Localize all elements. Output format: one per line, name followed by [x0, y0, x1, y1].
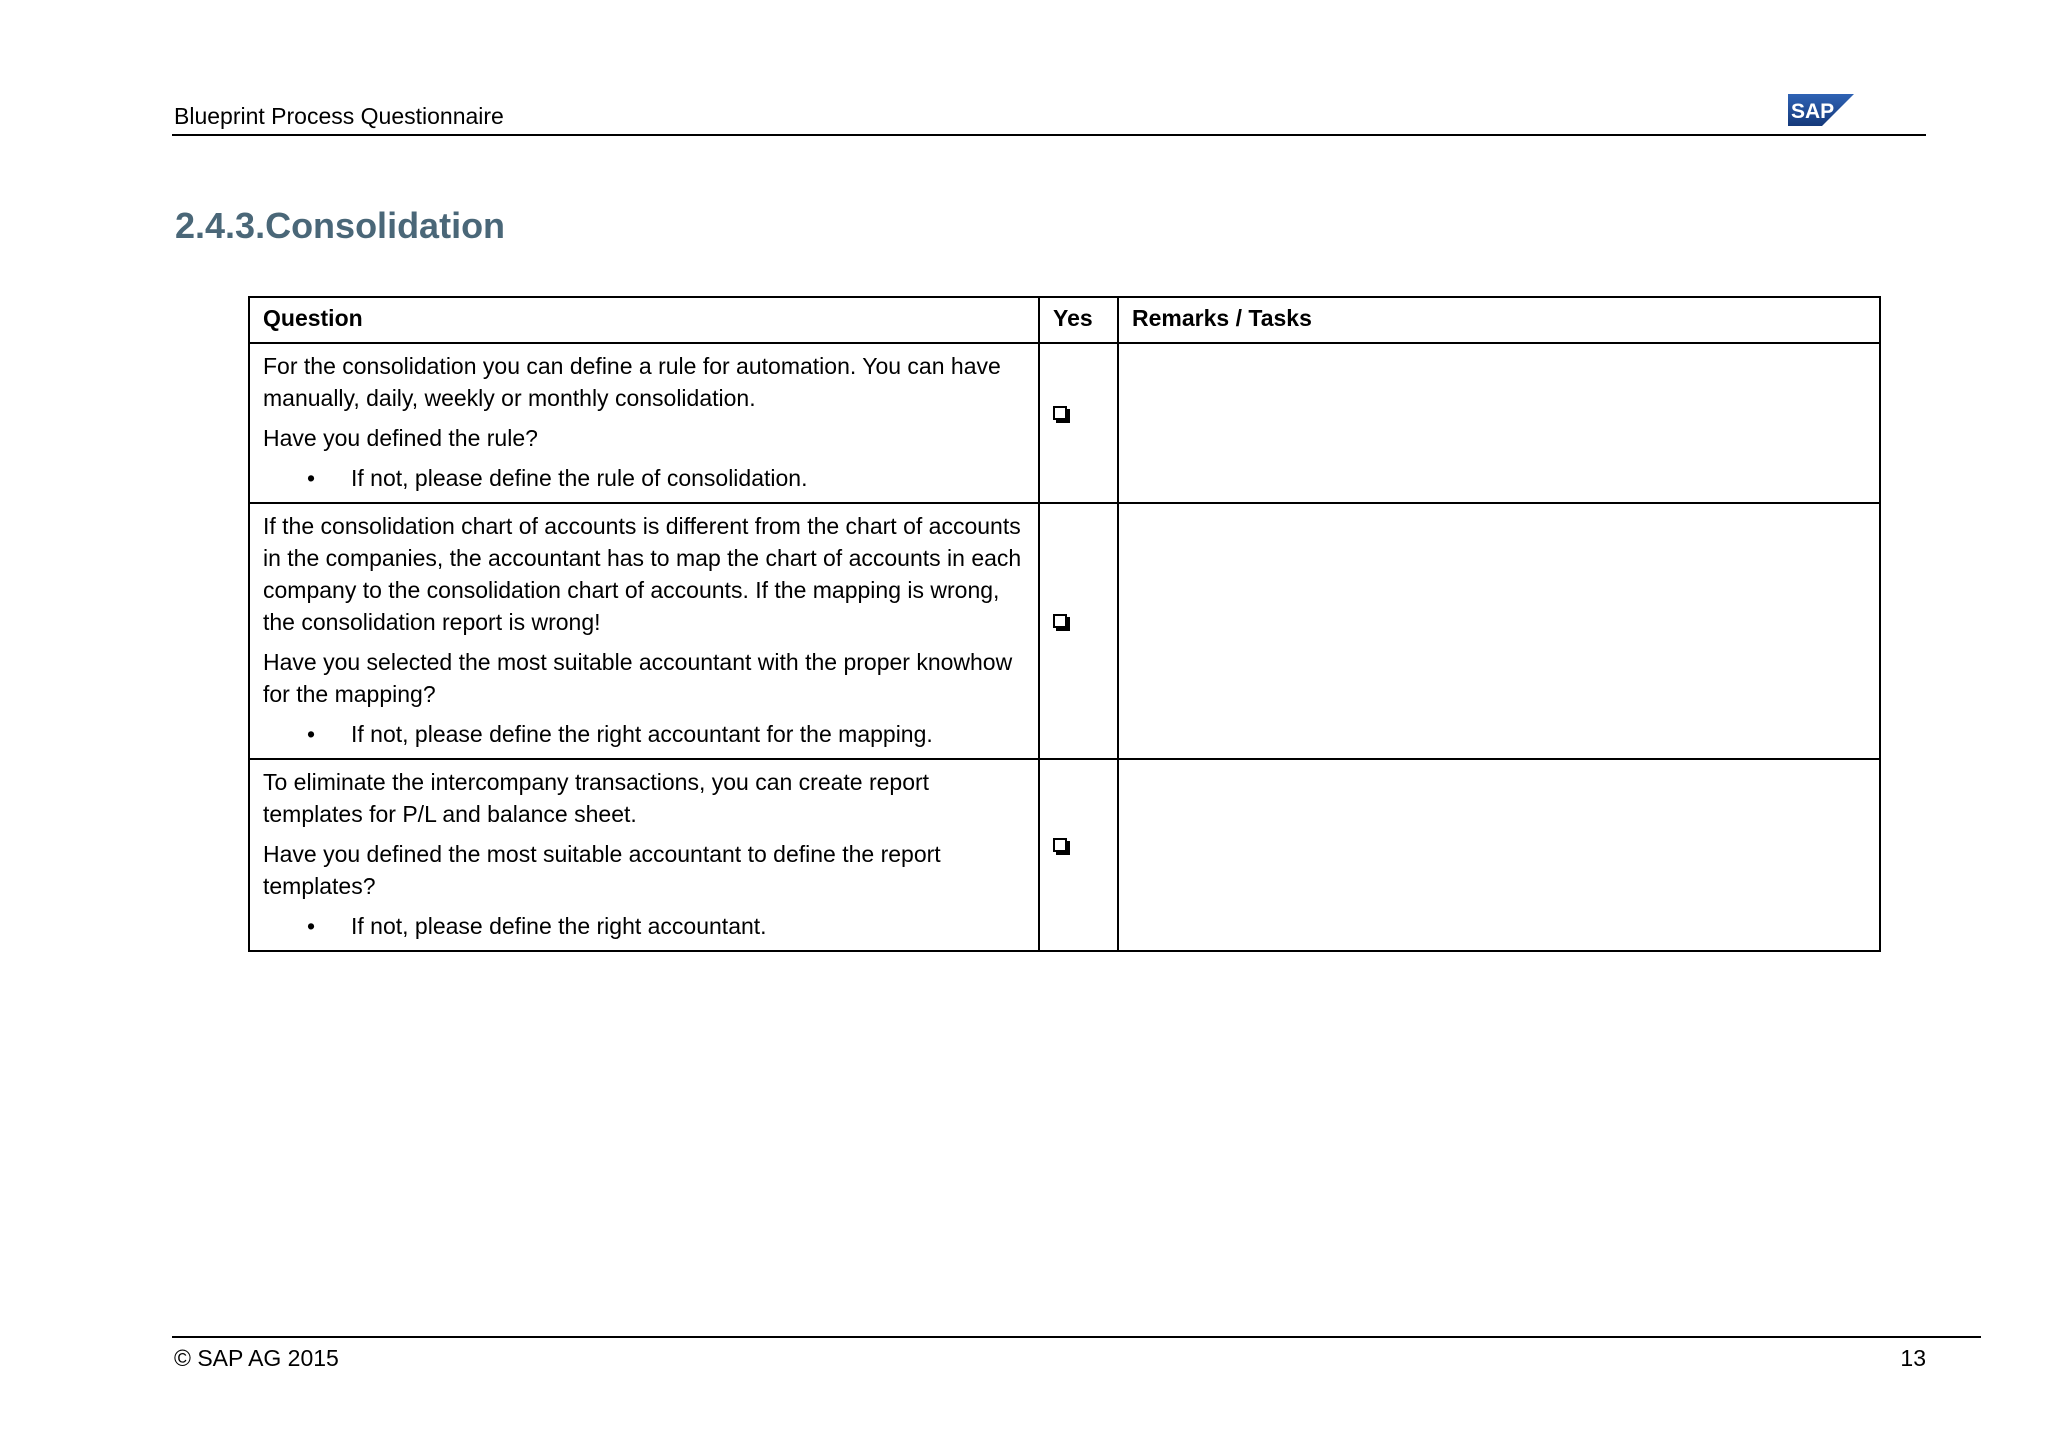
yes-cell [1039, 503, 1118, 759]
page-number: 13 [1900, 1345, 1926, 1371]
table-row [249, 759, 1880, 951]
page-footer [172, 1336, 1981, 1371]
remarks-cell[interactable] [1118, 343, 1880, 503]
question-text: For the consolidation you can define a rule for automation. You can have manually, daily, weekly or monthly consolidation. [263, 353, 1001, 411]
yes-cell [1039, 759, 1118, 951]
document-title: Blueprint Process Questionnaire [174, 103, 504, 129]
sap-logo-text: SAP [1791, 100, 1835, 123]
table-row [249, 503, 1880, 759]
bullet-icon: • [307, 721, 316, 747]
bullet-icon: • [307, 913, 316, 939]
yes-checkbox[interactable] [1053, 838, 1067, 852]
yes-cell [1039, 343, 1118, 503]
question-prompt: Have you defined the most suitable accountant to define the report templates? [263, 841, 941, 899]
question-cell [249, 343, 1039, 503]
yes-checkbox[interactable] [1053, 614, 1067, 628]
remarks-cell[interactable] [1118, 759, 1880, 951]
remarks-cell[interactable] [1118, 503, 1880, 759]
question-prompt: Have you selected the most suitable accountant with the proper knowhow for the mapping? [263, 649, 1013, 707]
copyright-text: © SAP AG 2015 [174, 1345, 339, 1371]
column-header-yes: Yes [1039, 297, 1118, 343]
action-text: If not, please define the right accountant for the mapping. [351, 721, 933, 747]
table-row [249, 343, 1880, 503]
page-header [172, 98, 1926, 136]
action-bullet [263, 462, 1026, 494]
column-header-question: Question [249, 297, 1039, 343]
questionnaire-table [248, 296, 1881, 952]
question-prompt: Have you defined the rule? [263, 425, 538, 451]
action-text: If not, please define the rule of consolidation. [351, 465, 808, 491]
column-header-remarks: Remarks / Tasks [1118, 297, 1880, 343]
question-text: If the consolidation chart of accounts is different from the chart of accounts in the companies, the accountant has to map the chart of accounts in each company to the consolidation chart of accounts. If the mapping is wrong, the consolidation report is wrong! [263, 513, 1022, 635]
action-bullet [263, 718, 1026, 750]
action-text: If not, please define the right accountant. [351, 913, 767, 939]
table-header-row [249, 297, 1880, 343]
sap-logo [1788, 94, 1854, 126]
section-title: 2.4.3.Consolidation [175, 205, 506, 246]
yes-checkbox[interactable] [1053, 406, 1067, 420]
bullet-icon: • [307, 465, 316, 491]
question-cell [249, 503, 1039, 759]
action-bullet [263, 910, 1026, 942]
question-text: To eliminate the intercompany transactions, you can create report templates for P/L and balance sheet. [263, 769, 930, 827]
question-cell [249, 759, 1039, 951]
